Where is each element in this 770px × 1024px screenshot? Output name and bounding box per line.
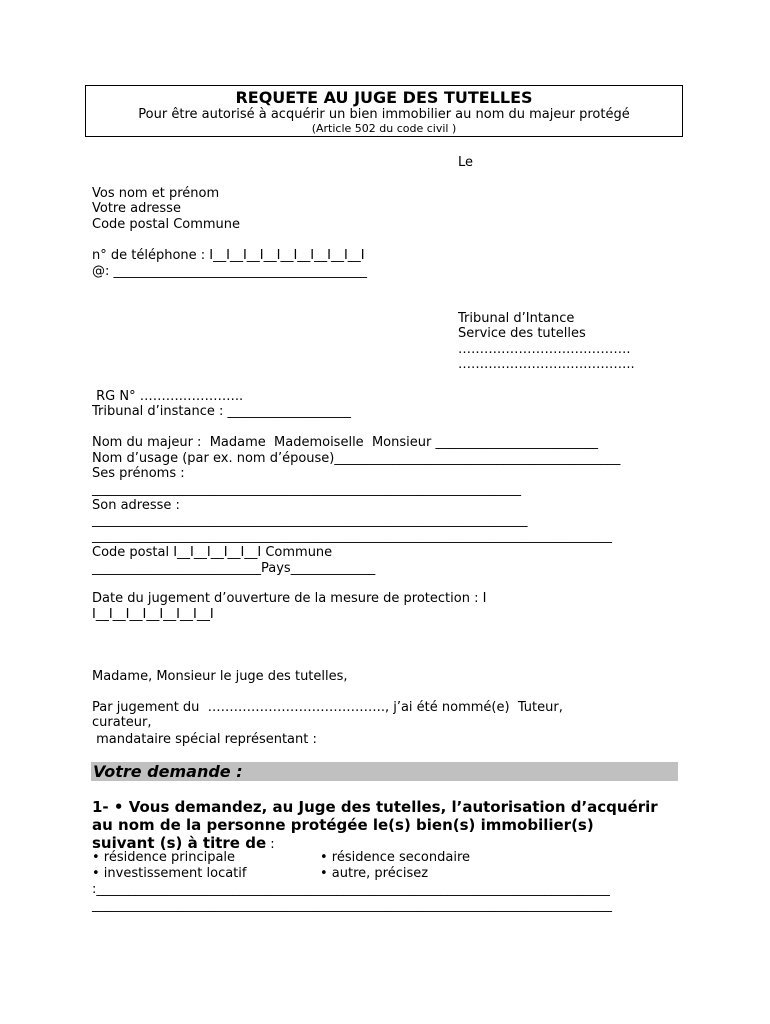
option-residence-secondaire: • résidence secondaire [320,850,471,865]
majeur-name-line: Nom du majeur : Madame Mademoiselle Monsieur _________________________ [92,435,598,450]
letter-line-1: Par jugement du ………………………………….., j’ai été nommé(e) Tuteur, [92,700,567,715]
applicant-address: Votre adresse [92,201,181,216]
majeur-prenoms-line: __________________________________________________________________ [92,482,521,497]
applicant-postal: Code postal Commune [92,217,241,232]
demande-question-line-1: 1- • Vous demandez, au Juge des tutelles, l’autorisation d’acquérir [92,798,658,816]
majeur-prenoms-label: Ses prénoms : [92,466,185,481]
letter-line-3: mandataire spécial représentant : [92,732,317,747]
applicant-phone: n° de téléphone : I__I__I__I__I__I__I__I__I__I [92,248,365,263]
jugement-date-line-2: I__I__I__I__I__I__I__I [92,607,214,622]
header-box [85,85,683,137]
section-title-bar: Votre demande : [91,762,678,781]
demande-question-colon: : [266,837,275,852]
letter-salutation: Madame, Monsieur le juge des tutelles, [92,669,348,684]
majeur-adresse-line-2: ________________________________________________________________________________ [92,529,612,544]
applicant-name: Vos nom et prénom [92,186,220,201]
recipient-service: Service des tutelles [458,326,586,341]
applicant-email: @: _______________________________________ [92,264,368,279]
demande-question-line-3-text: suivant (s) à titre de [92,834,267,852]
rg-number: RG N° ……….………….. [92,389,244,404]
majeur-postal-line: Code postal I__I__I__I__I__I Commune [92,545,333,560]
precisez-line-2: ________________________________________________________________________________ [92,898,612,913]
majeur-pays-line: __________________________Pays_____________ [92,561,376,576]
option-autre: • autre, précisez [320,866,429,881]
option-investissement-locatif: • investissement locatif [92,866,247,881]
article-reference: (Article 502 du code civil ) [311,122,457,135]
demande-question-line-2: au nom de la personne protégée le(s) bien(s) immobilier(s) [92,816,594,834]
document-title: REQUETE AU JUGE DES TUTELLES [235,88,533,107]
majeur-adresse-line-1: ___________________________________________________________________ [92,513,528,528]
majeur-usage-line: Nom d’usage (par ex. nom d’épouse)____________________________________________ [92,451,621,466]
majeur-adresse-label: Son adresse : [92,498,180,513]
rg-tribunal: Tribunal d’instance : ___________________ [92,404,352,419]
recipient-dots-1: ……….…………….….………. [458,342,631,357]
option-residence-principale: • résidence principale [92,850,236,865]
recipient-court: Tribunal d’Intance [458,311,575,326]
precisez-line-1: :_______________________________________________________________________________ [92,882,610,897]
recipient-dots-2: ……….…………….….……….. [458,357,635,372]
date-label: Le [458,155,474,170]
document-subtitle: Pour être autorisé à acquérir un bien immobilier au nom du majeur protégé [138,107,630,122]
jugement-date-line-1: Date du jugement d’ouverture de la mesure de protection : I [92,591,487,606]
letter-line-2: curateur, [92,715,152,730]
